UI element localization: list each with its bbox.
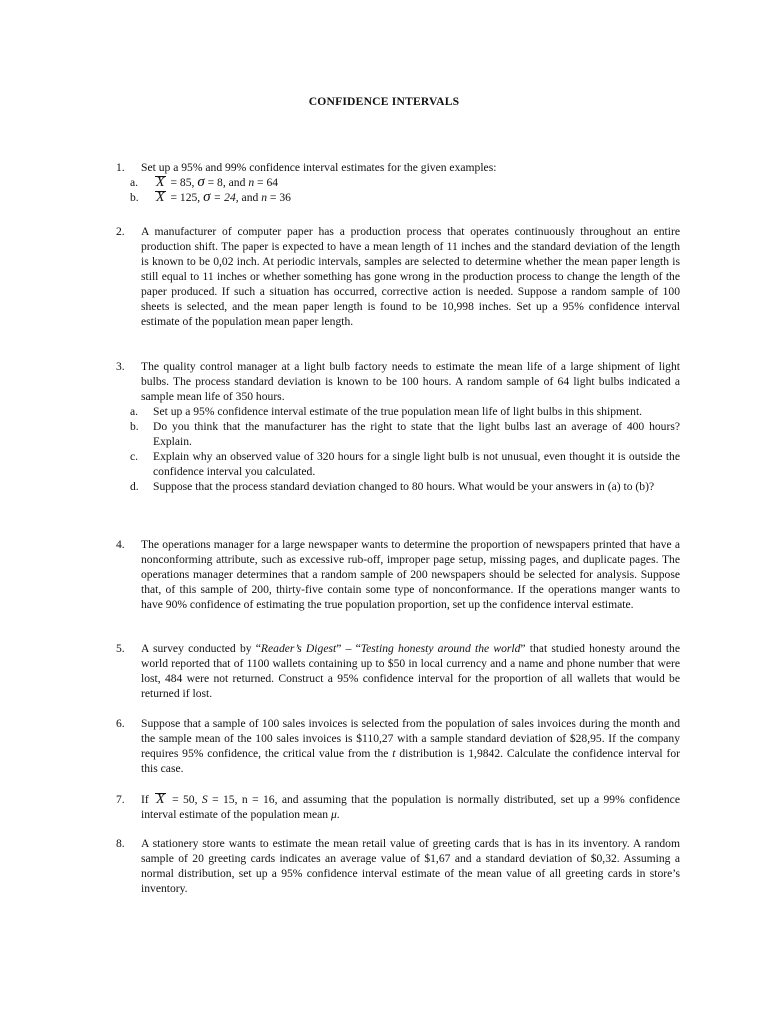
question-number: 7.	[116, 793, 125, 806]
n-symbol: n	[261, 191, 267, 204]
question-3c	[130, 449, 680, 479]
question-number: 6.	[116, 717, 125, 730]
sigma-symbol: σ	[203, 189, 211, 205]
n-value: = 64	[257, 176, 279, 189]
text-segment: = 15, n = 16, and assuming that the population is normally distributed, set up a 99% confidence interval estimate of the population mean	[141, 793, 680, 821]
and-word: and	[241, 191, 259, 204]
x-value: = 85,	[170, 176, 195, 189]
question-text: Set up a 95% and 99% confidence interval estimates for the given examples:	[141, 161, 497, 174]
question-number: 4.	[116, 538, 125, 551]
x-bar-symbol: X	[156, 190, 165, 205]
sub-label: d.	[130, 480, 139, 493]
question-1a	[130, 174, 680, 190]
x-bar-symbol: X	[156, 792, 165, 807]
question-3d	[130, 479, 680, 494]
question-3a	[130, 404, 680, 419]
sub-label: b.	[130, 191, 139, 204]
text-segment: Suppose that a sample of 100 sales invoices is selected from the population of sales invoices during the month and the sample mean of the 100 sales invoices is $110,27 with a sample standard deviation of $28,95. If the company requires 95% confidence, the critical value from the	[141, 717, 680, 760]
text-segment: ” – “	[336, 642, 361, 655]
question-3b	[130, 419, 680, 449]
x-value: = 125,	[170, 191, 201, 204]
n-symbol: n	[248, 176, 255, 189]
sub-text: Suppose that the process standard deviation changed to 80 hours. What would be your answers in (a) to (b)?	[153, 480, 655, 493]
question-1	[116, 160, 680, 205]
question-text: The quality control manager at a light bulb factory needs to estimate the mean life of a large shipment of light bulbs. The process standard deviation is known to be 100 hours. A random sample of 64 light bulbs indicated a sample mean life of 350 hours.	[141, 360, 680, 403]
sub-label: c.	[130, 450, 139, 463]
question-4	[116, 537, 680, 612]
source-name: Reader’s Digest	[260, 642, 337, 655]
study-title: Testing honesty around the world	[360, 642, 521, 655]
question-text	[141, 792, 680, 822]
page-title: CONFIDENCE INTERVALS	[308, 95, 460, 108]
question-number: 3.	[116, 360, 125, 373]
question-number: 2.	[116, 225, 125, 238]
n-value: = 36	[269, 191, 291, 204]
sub-label: a.	[130, 405, 139, 418]
question-number: 8.	[116, 837, 125, 850]
sub-text: Set up a 95% confidence interval estimate of the true population mean life of light bulbs in this shipment.	[153, 405, 643, 418]
text-segment: If	[141, 793, 149, 806]
question-text	[141, 641, 680, 701]
question-5	[116, 641, 680, 701]
question-text: A manufacturer of computer paper has a production process that operates continuously throughout an entire production shift. The paper is expected to have a mean length of 11 inches and the standard deviation of the length is known to be 0,02 inch. At periodic intervals, samples are selected to determine whether the mean paper length is still equal to 11 inches or whether something has gone wrong in the production process to change the length of the paper produced. If such a situation has occurred, corrective action is needed. Suppose a random sample of 100 sheets is selected, and the mean paper length is found to be 10,998 inches. Set up a 95% confidence interval estimate of the population mean paper length.	[141, 225, 680, 328]
text-segment: ” that studied honesty around the world reported that of 1100 wallets containing up to $50 in local currency and a name and phone number that were lost, 484 were not returned. Construct a 95% confidence interval for the proportion of all wallets that would be returned if lost.	[141, 642, 680, 700]
question-2	[116, 224, 680, 329]
question-1b	[130, 189, 680, 205]
t-symbol: t	[392, 747, 396, 760]
sigma-value: = 8, and	[207, 176, 246, 189]
question-text: A stationery store wants to estimate the mean retail value of greeting cards that is has in its inventory. A random sample of 20 greeting cards indicates an average value of $1,67 and a standard deviation of $0,32. Assuming a normal distribution, set up a 95% confidence interval estimate of the mean value of all greeting cards in store’s inventory.	[141, 837, 680, 895]
sub-label: b.	[130, 420, 139, 433]
question-text: The operations manager for a large newspaper wants to determine the proportion of newspapers printed that have a nonconforming attribute, such as excessive rub-off, improper page setup, missing pages, and duplicate pages. The operations manager determines that a random sample of 200 newspapers should be selected for analysis. Suppose that, of this sample of 200, thirty-five contain some type of nonconformance. If the operations manger wants to have 90% confidence of estimating the true population proportion, set up the confidence interval estimate.	[141, 538, 680, 611]
question-text	[141, 716, 680, 776]
question-6	[116, 716, 680, 776]
sub-text: Do you think that the manufacturer has the right to state that the light bulbs last an average of 400 hours? Explain.	[153, 420, 680, 448]
question-number: 1.	[116, 161, 125, 174]
question-number: 5.	[116, 642, 125, 655]
sigma-value: = 24,	[213, 191, 239, 204]
sub-text: Explain why an observed value of 320 hours for a single light bulb is not unusual, even thought it is outside the confidence interval you calculated.	[153, 450, 680, 478]
x-value: = 50,	[172, 793, 198, 806]
text-segment: .	[336, 808, 340, 821]
question-3	[116, 359, 680, 494]
sigma-symbol: σ	[197, 174, 205, 190]
text-segment: A survey conducted by “	[141, 642, 261, 655]
text-segment: distribution is 1,9842. Calculate the confidence interval for this case.	[141, 747, 680, 775]
question-8	[116, 836, 680, 896]
mu-symbol: μ	[330, 808, 337, 821]
question-7	[116, 792, 680, 822]
x-bar-symbol: X	[156, 175, 165, 190]
sub-label: a.	[130, 176, 139, 189]
s-symbol: S	[201, 793, 208, 806]
